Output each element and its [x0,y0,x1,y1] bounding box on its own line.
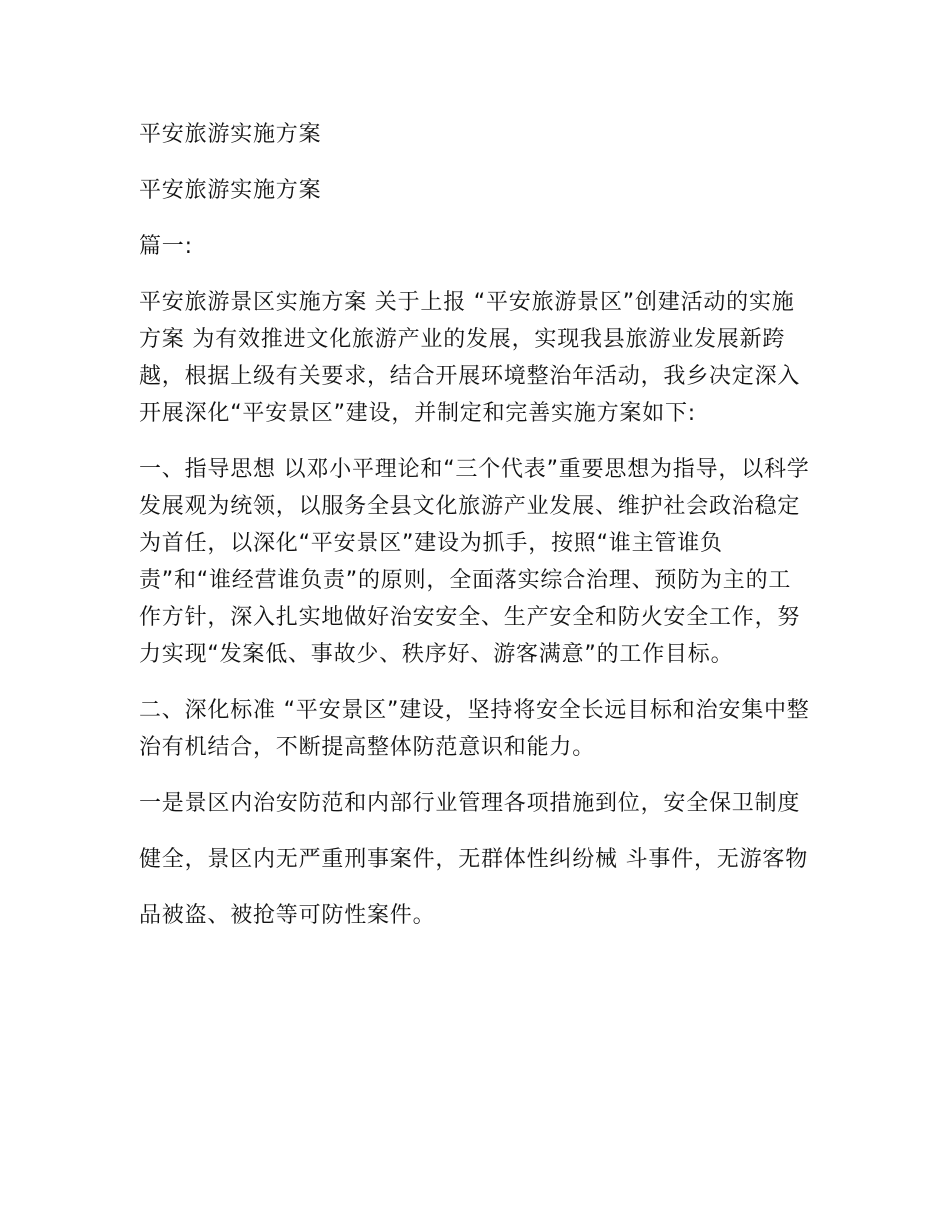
paragraph-point-one-continued: 健全，景区内无严重刑事案件，无群体性纠纷械 斗事件，无游客物 [139,847,808,872]
paragraph-intro: 平安旅游景区实施方案 关于上报 “平安旅游景区”创建活动的实施方案 为有效推进文化旅游产业的发展，实现我县旅游业发展新跨越，根据上级有关要求，结合开展环境整治年活动，我乡决定深入开展深化“平安景区”建设，并制定和完善实施方案如下: [139,290,801,426]
document-title: 平安旅游实施方案 [139,122,322,147]
document-body [139,116,811,953]
paragraph-standards: 二、深化标准 “平安景区”建设，坚持将安全长远目标和治安集中整治有机结合，不断提高整体防范意识和能力。 [139,698,810,760]
section-label: 篇一: [139,234,193,259]
paragraph-point-one-end: 品被盗、被抢等可防性案件。 [139,903,436,928]
document-subtitle: 平安旅游实施方案 [139,178,322,203]
paragraph-point-one: 一是景区内治安防范和内部行业管理各项措施到位，安全保卫制度 [139,791,801,816]
paragraph-guiding-thought: 一、指导思想 以邓小平理论和“三个代表”重要思想为指导，以科学发展观为统领，以服务全县文化旅游产业发展、维护社会政治稳定为首任，以深化“平安景区”建设为抓手，按照“谁主管谁负责”和“谁经营谁负责”的原则，全面落实综合治理、预防为主的工作方针，深入扎实地做好治安安全、生产安全和防火安全工作，努力实现“发案低、事故少、秩序好、游客满意”的工作目标。 [139,457,810,667]
